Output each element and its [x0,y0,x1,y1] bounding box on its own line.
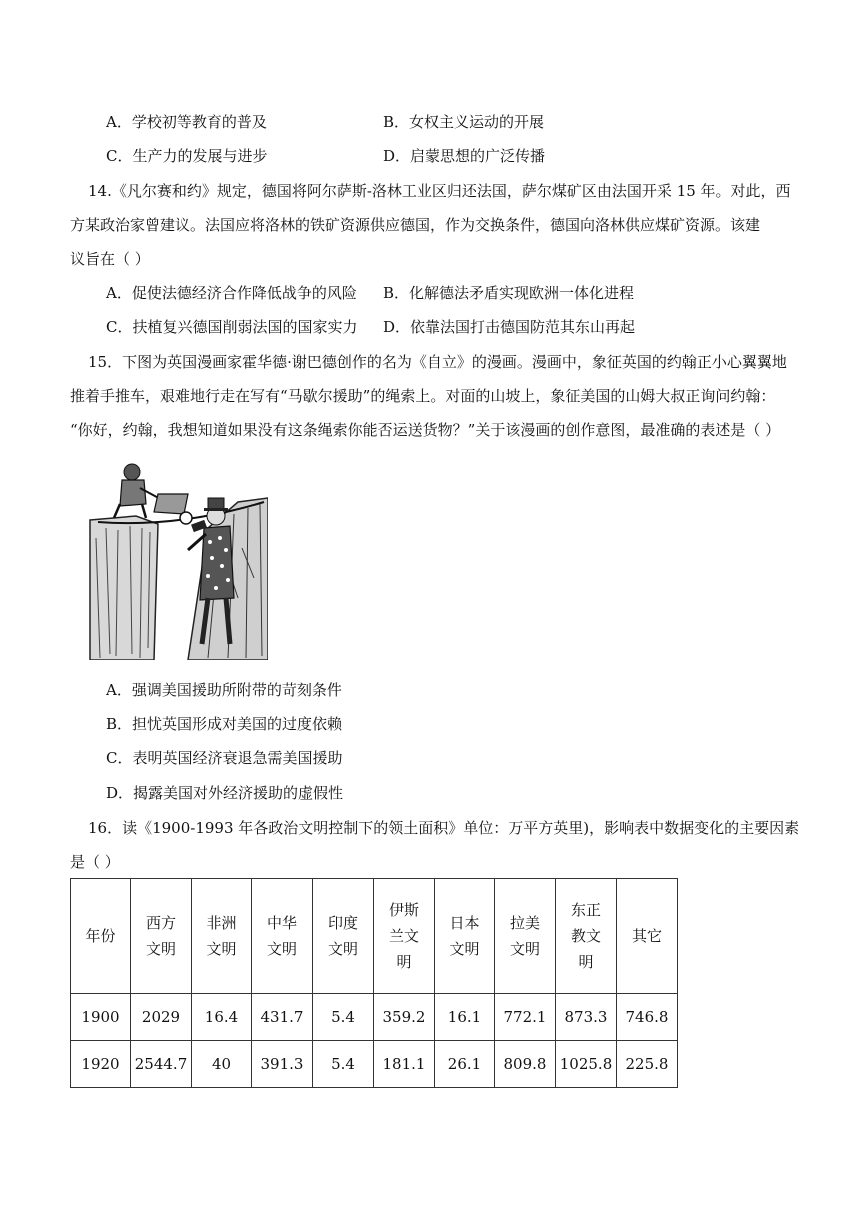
table-cell: 5.4 [313,994,374,1041]
table-cell: 2544.7 [131,1041,192,1088]
header-text: 文明 [145,940,176,958]
header-text: 伊斯 [388,901,419,919]
q14-option-b: B．化解德法矛盾实现欧洲一体化进程 [383,284,635,302]
table-cell: 431.7 [252,994,313,1041]
table-cell: 1900 [71,994,131,1041]
header-text: 文明 [449,940,480,958]
q15-option-c: C．表明英国经济衰退急需美国援助 [106,749,343,767]
q15-option-b: B．担忧英国形成对美国的过度依赖 [106,715,343,733]
header-text: 其它 [631,927,662,945]
q14-option-a: A．促使法德经济合作降低战争的风险 [106,284,357,302]
header-text: 中华 [266,914,297,932]
header-text: 明 [396,953,412,971]
table-header-cell [192,879,252,994]
q14-text-line-1: 14.《凡尔赛和约》规定，德国将阿尔萨斯-洛林工业区归还法国，萨尔煤矿区由法国开采 15 年。对此，西 [88,182,791,200]
q13-option-c: C．生产力的发展与进步 [106,147,268,165]
header-text: 文明 [206,940,237,958]
table-row [71,994,678,1041]
header-text: 教文 [570,927,601,945]
header-text: 印度 [327,914,358,932]
table-header-cell [71,879,131,994]
q15-option-d: D．揭露美国对外经济援助的虚假性 [106,784,344,802]
q13-option-b: B．女权主义运动的开展 [383,113,545,131]
table-cell: 772.1 [495,994,556,1041]
q14-option-c: C．扶植复兴德国削弱法国的国家实力 [106,318,358,336]
q14-text-line-3: 议旨在（ ） [70,250,150,268]
table-cell: 5.4 [313,1041,374,1088]
header-text: 东正 [570,901,601,919]
header-text: 明 [578,953,594,971]
table-cell: 2029 [131,994,192,1041]
q15-text-line-2: 推着手推车，艰难地行走在写有“马歇尔援助”的绳索上。对面的山坡上，象征美国的山姆大叔正询问约翰： [70,387,776,405]
table-cell: 40 [192,1041,252,1088]
header-text: 文明 [266,940,297,958]
header-text: 文明 [509,940,540,958]
q13-option-d: D．启蒙思想的广泛传播 [383,147,546,165]
table-cell: 26.1 [435,1041,495,1088]
table-header-cell [131,879,192,994]
table-cell: 1920 [71,1041,131,1088]
table-cell: 746.8 [617,994,678,1041]
q13-option-a: A．学校初等教育的普及 [106,113,267,131]
header-text: 文明 [327,940,358,958]
header-text: 拉美 [509,914,540,932]
header-text: 非洲 [206,914,237,932]
table-cell: 1025.8 [556,1041,617,1088]
table-header-cell [495,879,556,994]
table-cell: 181.1 [374,1041,435,1088]
header-text: 日本 [449,914,480,932]
table-header-cell [313,879,374,994]
table-cell: 225.8 [617,1041,678,1088]
table-cell: 359.2 [374,994,435,1041]
table-header-row [71,879,678,994]
q16-text-line-1: 16．读《1900-1993 年各政治文明控制下的领土面积》单位：万平方英里)，影响表中数据变化的主要因素 [88,819,800,837]
q15-text-line-3: “你好，约翰，我想知道如果没有这条绳索你能否运送货物？”关于该漫画的创作意图，最准确的表述是（ ） [70,421,781,439]
q14-text-line-2: 方某政治家曾建议。法国应将洛林的铁矿资源供应德国，作为交换条件，德国向洛林供应煤矿资源。该建 [70,216,761,234]
territory-table [70,878,678,1088]
table-cell: 809.8 [495,1041,556,1088]
header-text: 年份 [85,927,116,945]
table-cell: 16.1 [435,994,495,1041]
q15-option-a: A．强调美国援助所附带的苛刻条件 [106,681,342,699]
table-cell: 16.4 [192,994,252,1041]
table-header-cell [435,879,495,994]
q14-option-d: D．依靠法国打击德国防范其东山再起 [383,318,636,336]
table-header-cell [252,879,313,994]
table-header-cell [556,879,617,994]
q16-text-line-2: 是（ ） [70,853,120,871]
q15-text-line-1: 15．下图为英国漫画家霍华德·谢巴德创作的名为《自立》的漫画。漫画中，象征英国的约翰正小心翼翼地 [88,353,787,371]
table-cell: 391.3 [252,1041,313,1088]
table-cell: 873.3 [556,994,617,1041]
table-row [71,1041,678,1088]
header-text: 西方 [145,914,176,932]
cartoon-illustration [88,458,268,660]
table-header-cell [617,879,678,994]
header-text: 兰文 [388,927,419,945]
table-header-cell [374,879,435,994]
